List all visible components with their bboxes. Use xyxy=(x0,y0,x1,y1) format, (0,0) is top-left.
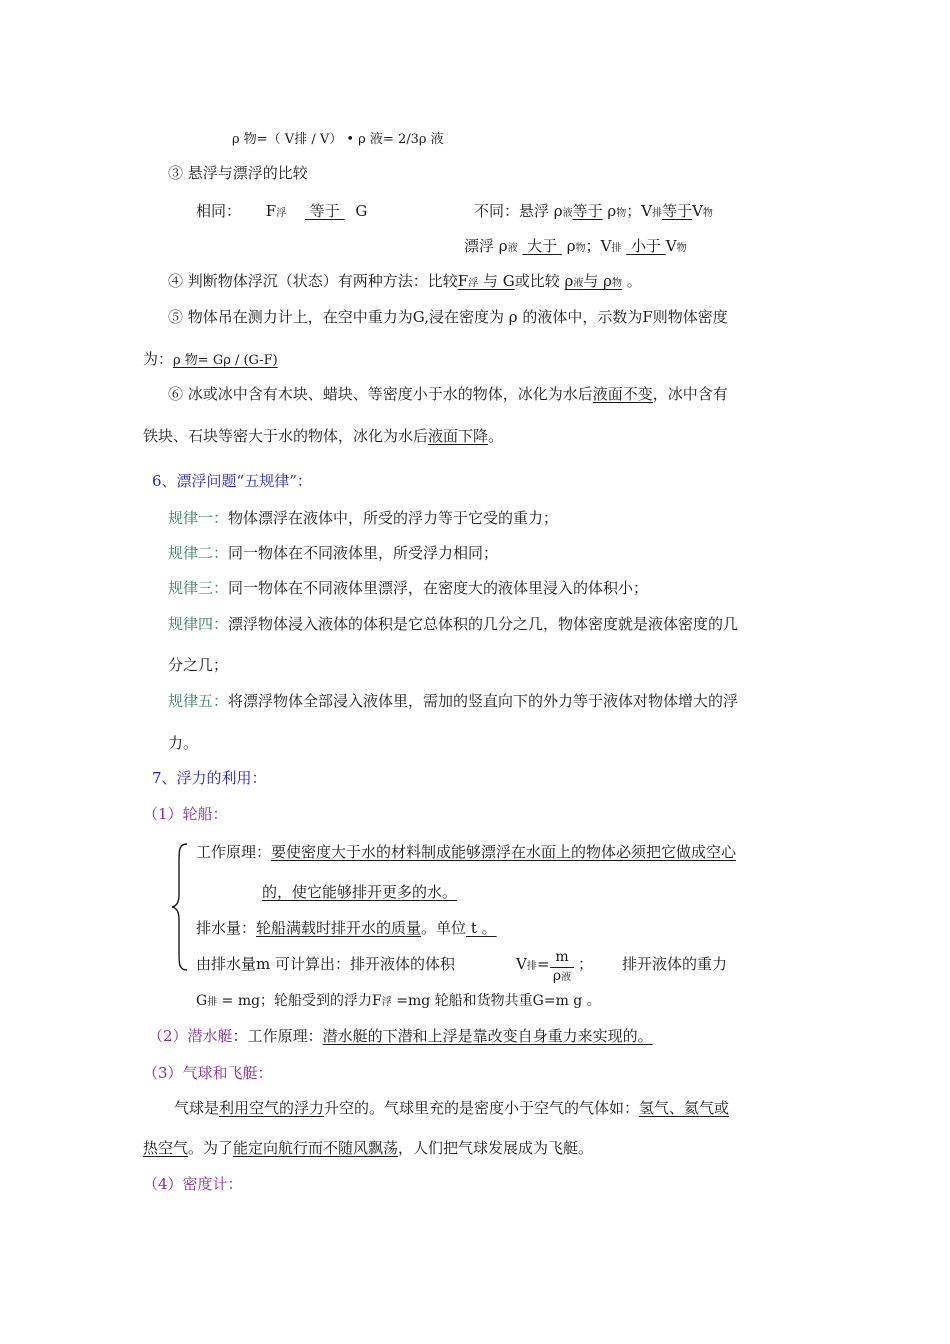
diff-v: V xyxy=(692,202,703,220)
rule1-label: 规律一： xyxy=(168,509,229,527)
ship-frac-num: m xyxy=(555,949,569,965)
item5-line-b xyxy=(143,349,278,371)
rule3-line xyxy=(168,578,648,598)
item4-text: ④ 判断物体浮沉（状态）有两种方法：比较 xyxy=(168,272,458,290)
diff-sub4: 物 xyxy=(702,208,713,219)
diff-rho: ρ xyxy=(607,202,617,220)
section6-title: 6、漂浮问题“五规律”： xyxy=(152,472,312,490)
same-line xyxy=(196,201,367,224)
sub2-title: （2）潜水艇 xyxy=(148,1027,233,1045)
rule3-text: 同一物体在不同液体里漂浮，在密度大的液体里浸入的体积小； xyxy=(228,579,649,597)
item6-u1: 液面不变 xyxy=(592,385,653,403)
ship-mass-text: 由排水量m 可计算出：排开液体的体积 xyxy=(196,955,455,973)
item6-line-a: ⑥ 冰或冰中含有木块、蜡块、等密度小于水的物体，冰化为水后液面不变，冰中含有 xyxy=(168,385,728,403)
item6-line-b: 铁块、石块等密大于水的物体，冰化为水后液面下降。 xyxy=(143,427,504,445)
ship-unit-value: t 。 xyxy=(466,919,497,937)
item3-title: ③ 悬浮与漂浮的比较 xyxy=(168,164,308,182)
rule5-line xyxy=(168,691,738,711)
brace-icon xyxy=(171,842,189,972)
rule4-line xyxy=(168,614,738,634)
rule5-line-2: 力。 xyxy=(168,734,199,752)
float-lt: 小于 xyxy=(630,237,661,255)
float-gt: 大于 xyxy=(527,237,558,255)
sub3-title: （3）气球和飞艇： xyxy=(143,1064,273,1082)
ship-displacement-text: 轮船满载时排开水的质量 xyxy=(256,919,422,937)
ship-displacement-line xyxy=(196,918,497,938)
float-sep: ；V xyxy=(585,237,612,255)
sub2-line: （2）潜水艇：工作原理：潜水艇的下潜和上浮是靠改变自身重力来实现的。 xyxy=(148,1027,653,1045)
ship-semicolon: ； xyxy=(578,955,594,973)
ship-mass-text-2: 排开液体的重力 xyxy=(622,955,728,973)
same-g: G xyxy=(355,202,368,220)
balloon-u2: 氢气、氦气或 xyxy=(639,1099,730,1117)
ship-fraction xyxy=(550,949,574,986)
float-sub1: 液 xyxy=(507,243,518,254)
rule3-label: 规律三： xyxy=(168,579,229,597)
sub4-title: （4）密度计： xyxy=(143,1175,243,1193)
item5-line-a: ⑤ 物体吊在测力计上，在空中重力为G,浸在密度为 ρ 的液体中，示数为F则物体密度 xyxy=(168,308,728,326)
rule5-text: 将漂浮物体全部浸入液体里，需加的竖直向下的外力等于液体对物体增大的浮 xyxy=(228,692,739,710)
diff-eq2: 等于 xyxy=(662,202,693,220)
float-rho: ρ xyxy=(566,237,576,255)
balloon-u4: 能定向航行而不随风飘荡 xyxy=(233,1139,399,1157)
item4-rho-compare: ρ液与 ρ物 xyxy=(564,272,622,290)
ship-principle-text: 要使密度大于水的材料制成能够漂浮在水面上的物体必须把它做成空心 xyxy=(271,843,737,861)
diff-eq1: 等于 xyxy=(572,202,603,220)
rule2-text: 同一物体在不同液体里，所受浮力相同； xyxy=(228,544,499,562)
item4-line xyxy=(168,271,642,294)
item5-b: 为： xyxy=(143,350,174,368)
ship-unit-label: 。单位 xyxy=(421,919,467,937)
float-sub3: 排 xyxy=(611,243,622,254)
rule1-text: 物体漂浮在液体中，所受的浮力等于它受的重力； xyxy=(228,509,559,527)
section7-title: 7、浮力的利用： xyxy=(152,769,267,787)
diff-sub1: 液 xyxy=(562,208,573,219)
item6-u2: 液面下降 xyxy=(428,427,489,445)
ship-gravity-line: G排 = mg；轮船受到的浮力F浮 =mg 轮船和货物共重G=m g 。 xyxy=(196,993,601,1009)
balloon-u3: 热空气 xyxy=(143,1139,189,1157)
rule4-text: 漂浮物体浸入液体的体积是它总体积的几分之几，物体密度就是液体密度的几 xyxy=(228,615,739,633)
ship-mass-line xyxy=(196,954,455,974)
float-label: 漂浮 ρ xyxy=(464,237,508,255)
item4-end: 。 xyxy=(626,272,642,290)
ship-principle-line xyxy=(196,842,736,862)
ship-frac-den: ρ液 xyxy=(552,968,572,984)
balloon-line-b: 热空气。为了能定向航行而不随风飘荡，人们把气球发展成为飞艇。 xyxy=(143,1139,594,1157)
float-sub4: 物 xyxy=(676,243,687,254)
rule1-line xyxy=(168,508,558,528)
item4-or: 或比较 xyxy=(514,272,560,290)
ship-displacement-label: 排水量： xyxy=(196,919,257,937)
ship-v-label: V排= xyxy=(516,955,550,973)
diff-sub3: 排 xyxy=(652,208,663,219)
rule2-line xyxy=(168,543,498,563)
diff-sub2: 物 xyxy=(616,208,627,219)
balloon-line-a: 气球是利用空气的浮力升空的。气球里充的是密度小于空气的气体如：氢气、氦气或 xyxy=(174,1099,730,1117)
item4-f-compare: F浮 与 G xyxy=(457,272,515,290)
rule5-label: 规律五： xyxy=(168,692,229,710)
same-f-sub: 浮 xyxy=(276,208,287,219)
rule4-line-2: 分之几； xyxy=(168,656,229,674)
item5-formula: ρ 物= Gρ / (G-F) xyxy=(173,353,278,368)
diff-line xyxy=(474,201,713,224)
diff-label: 不同：悬浮 ρ xyxy=(474,202,563,220)
float-sub2: 物 xyxy=(575,243,586,254)
rho-formula-line: ρ 物=（ V排 / V） • ρ 液= 2/3ρ 液 xyxy=(232,132,444,147)
sub2-text: 潜水艇的下潜和上浮是靠改变自身重力来实现的。 xyxy=(322,1027,653,1045)
same-f: F xyxy=(265,202,277,220)
ship-principle-label: 工作原理： xyxy=(196,843,272,861)
sub2-label: 工作原理： xyxy=(247,1027,323,1045)
same-eq: 等于 xyxy=(309,202,340,220)
balloon-u1: 利用空气的浮力 xyxy=(219,1099,325,1117)
ship-principle-text-2: 的，使它能够排开更多的水。 xyxy=(262,883,458,901)
sub1-title: （1）轮船： xyxy=(143,805,228,823)
same-label: 相同： xyxy=(196,202,242,220)
float-v: V xyxy=(665,237,677,255)
float-line xyxy=(464,236,687,259)
diff-sep: ；V xyxy=(626,202,653,220)
rule2-label: 规律二： xyxy=(168,544,229,562)
rule4-label: 规律四： xyxy=(168,615,229,633)
ship-principle-line-2 xyxy=(262,882,457,902)
